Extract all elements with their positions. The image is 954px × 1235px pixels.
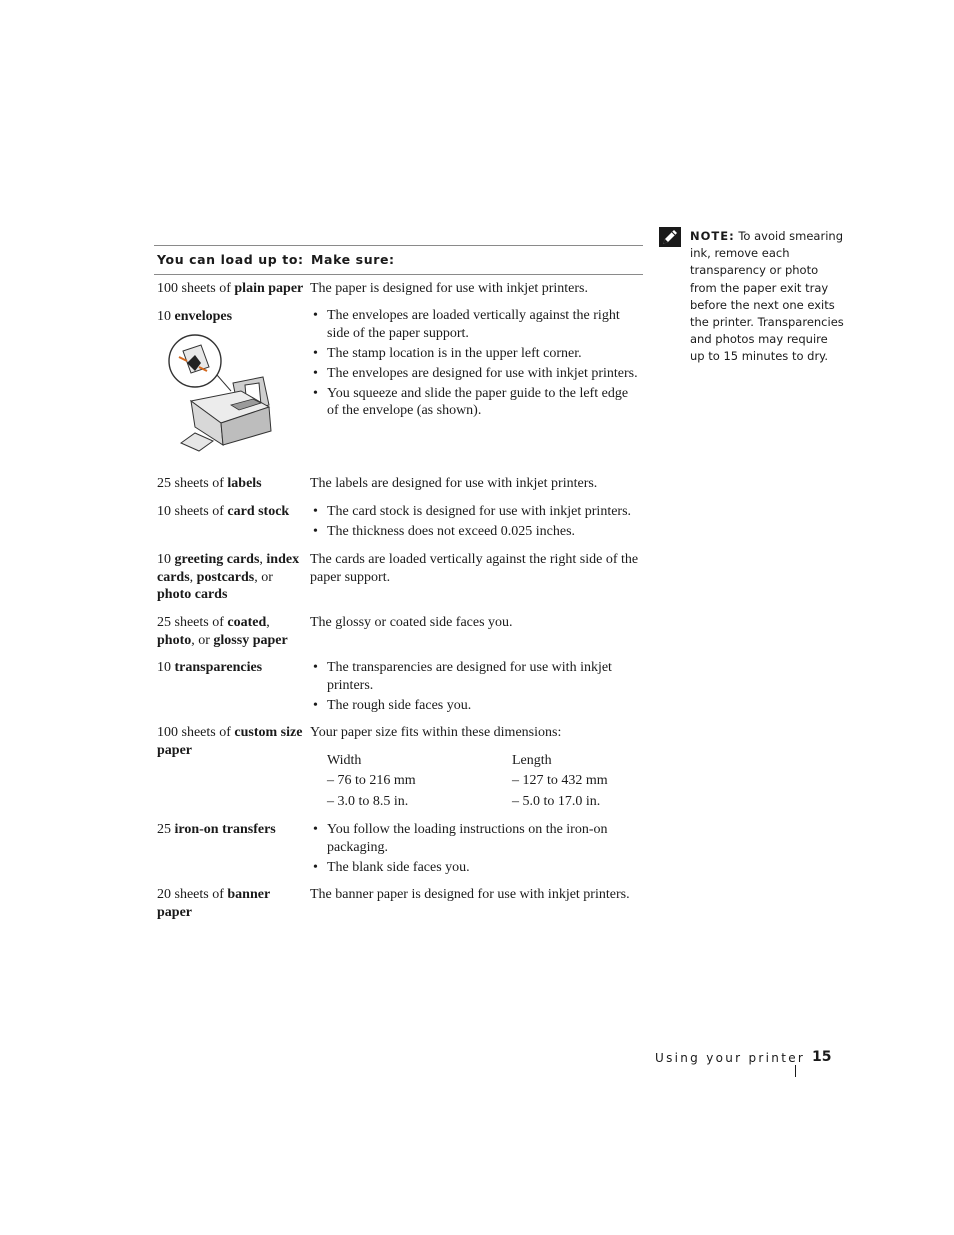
separator: , or <box>254 569 273 585</box>
qty-text: 10 <box>157 660 175 675</box>
paper-load-table <box>154 245 643 920</box>
length-column <box>512 752 608 814</box>
list-item: • The stamp location is in the upper left corner. <box>310 345 643 363</box>
requirement-list <box>310 821 643 879</box>
row-quantity <box>157 308 305 326</box>
width-in: – 3.0 to 8.5 in. <box>327 793 409 809</box>
length-mm: – 127 to 432 mm <box>512 773 608 788</box>
note-label: NOTE: <box>690 229 735 243</box>
row-quantity <box>157 614 305 649</box>
media-type: transparencies <box>174 660 263 675</box>
qty-text: 100 sheets of <box>157 281 235 296</box>
qty-text: 25 sheets of <box>157 615 228 630</box>
list-item: • The thickness does not exceed 0.025 inches. <box>310 523 643 541</box>
qty-text: 20 sheets of <box>157 887 228 902</box>
row-quantity <box>157 821 305 839</box>
qty-text: 25 sheets of <box>157 476 228 491</box>
media-type: glossy paper <box>213 632 288 648</box>
row-quantity <box>157 659 305 677</box>
row-quantity <box>157 886 305 921</box>
qty-text: 10 sheets of <box>157 504 228 519</box>
media-type: photo cards <box>157 587 228 602</box>
media-type: coated <box>227 615 267 630</box>
qty-text: 100 sheets of <box>157 725 235 740</box>
list-item: • The rough side faces you. <box>310 697 643 715</box>
media-type: custom size paper <box>157 725 303 758</box>
row-requirement: The labels are designed for use with inkjet printers. <box>310 476 598 491</box>
requirement-list <box>310 307 643 422</box>
width-label: Width <box>327 752 362 768</box>
qty-text: 25 <box>157 822 175 837</box>
list-item: • The blank side faces you. <box>310 859 643 877</box>
separator: , or <box>191 632 214 648</box>
printer-envelope-illustration <box>165 333 275 458</box>
list-item: • The envelopes are designed for use with inkjet printers. <box>310 365 643 383</box>
note-text: To avoid smearing ink, remove each transparency or photo from the paper exit tray before the next one exits the printer. Transparencies and photos may require up to 15 minutes to dry. <box>690 229 844 364</box>
media-type: iron-on transfers <box>174 822 276 837</box>
list-item: • The envelopes are loaded vertically against the right side of the paper support. <box>310 307 643 342</box>
row-quantity <box>157 475 305 493</box>
requirement-list <box>310 503 643 543</box>
row-quantity <box>157 280 305 298</box>
width-mm: – 76 to 216 mm <box>327 773 416 788</box>
row-requirement: The paper is designed for use with inkjet printers. <box>310 281 588 296</box>
dimension-intro: Your paper size fits within these dimensions: <box>310 725 562 740</box>
list-item: • The transparencies are designed for use with inkjet printers. <box>310 659 643 694</box>
media-type: banner paper <box>157 887 270 920</box>
media-type: labels <box>227 476 262 491</box>
row-quantity <box>157 724 305 759</box>
page-number: 15 <box>812 1049 832 1065</box>
footer-rule <box>795 1065 796 1077</box>
media-type: index cards <box>157 552 300 585</box>
header-load-up-to: You can load up to: <box>157 252 304 267</box>
row-requirement: The glossy or coated side faces you. <box>310 615 513 630</box>
dimension-grid <box>310 752 643 822</box>
row-requirement: The banner paper is designed for use with inkjet printers. <box>310 887 630 902</box>
row-quantity <box>157 503 305 521</box>
length-in: – 5.0 to 17.0 in. <box>512 793 601 809</box>
media-type: photo <box>157 632 192 648</box>
qty-text: 10 <box>157 309 175 324</box>
note-pencil-icon <box>659 227 681 247</box>
footer-section-title: Using your printer <box>655 1051 806 1065</box>
media-type: postcards <box>196 569 255 585</box>
separator: , <box>266 615 270 630</box>
list-item: • You squeeze and slide the paper guide to the left edge of the envelope (as shown). <box>310 385 643 420</box>
list-item: • The card stock is designed for use with inkjet printers. <box>310 503 643 521</box>
width-column <box>327 752 416 814</box>
row-quantity <box>157 551 305 604</box>
list-item: • You follow the loading instructions on the iron-on packaging. <box>310 821 643 856</box>
row-requirement <box>310 724 643 822</box>
separator: , <box>259 552 267 567</box>
qty-text: 10 <box>157 552 175 567</box>
row-requirement: The cards are loaded vertically against the right side of the paper support. <box>310 552 639 585</box>
requirement-list <box>310 659 643 717</box>
separator: , <box>189 569 197 585</box>
length-label: Length <box>512 752 552 768</box>
header-make-sure: Make sure: <box>311 252 395 267</box>
media-type: plain paper <box>234 281 304 296</box>
media-type: envelopes <box>174 309 233 324</box>
note-callout <box>690 228 845 366</box>
table-header <box>154 245 643 275</box>
media-type: card stock <box>227 504 290 519</box>
media-type: greeting cards <box>174 552 260 567</box>
